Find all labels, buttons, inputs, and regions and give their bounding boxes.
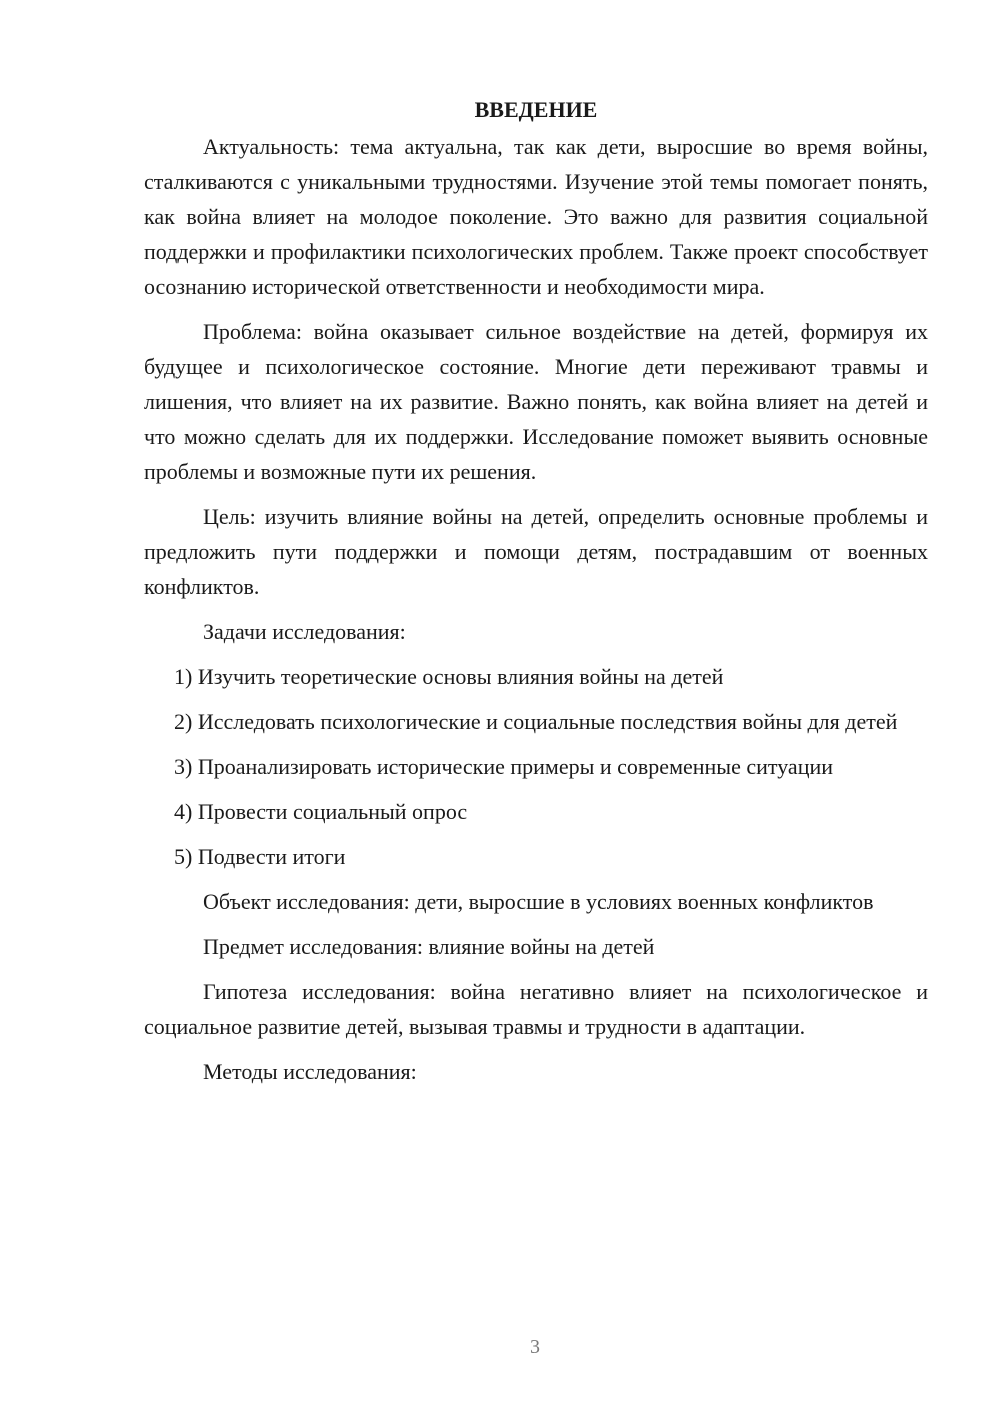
task-item-2: 2) Исследовать психологические и социальные последствия войны для детей	[174, 709, 898, 734]
problem-paragraph: Проблема: война оказывает сильное воздействие на детей, формируя их будущее и психологическое состояние. Многие дети переживают травмы и лишения, что влияет на их развитие. Важно понять, как война влияет на детей и что можно сделать для их поддержки. Исследование поможет выявить основные проблемы и возможные пути их решения.	[144, 319, 928, 484]
methods-heading: Методы исследования:	[203, 1059, 417, 1084]
page-number: 3	[530, 1336, 540, 1358]
document-page	[144, 92, 928, 1099]
hypothesis-paragraph: Гипотеза исследования: война негативно влияет на психологическое и социальное развитие детей, вызывая травмы и трудности в адаптации.	[144, 979, 928, 1039]
task-item-1: 1) Изучить теоретические основы влияния войны на детей	[174, 664, 724, 689]
subject-paragraph: Предмет исследования: влияние войны на детей	[203, 934, 655, 959]
task-item-3: 3) Проанализировать исторические примеры и современные ситуации	[174, 754, 834, 779]
object-paragraph: Объект исследования: дети, выросшие в условиях военных конфликтов	[203, 889, 874, 914]
task-item-5: 5) Подвести итоги	[174, 844, 346, 869]
tasks-heading: Задачи исследования:	[203, 619, 406, 644]
task-item-4: 4) Провести социальный опрос	[174, 799, 468, 824]
goal-paragraph: Цель: изучить влияние войны на детей, определить основные проблемы и предложить пути поддержки и помощи детям, пострадавшим от военных конфликтов.	[144, 504, 928, 599]
relevance-paragraph: Актуальность: тема актуальна, так как дети, выросшие во время войны, сталкиваются с уникальными трудностями. Изучение этой темы помогает понять, как война влияет на молодое поколение. Это важно для развития социальной поддержки и профилактики психологических проблем. Также проект способствует осознанию исторической ответственности и необходимости мира.	[144, 134, 928, 299]
section-title: ВВЕДЕНИЕ	[474, 97, 598, 122]
